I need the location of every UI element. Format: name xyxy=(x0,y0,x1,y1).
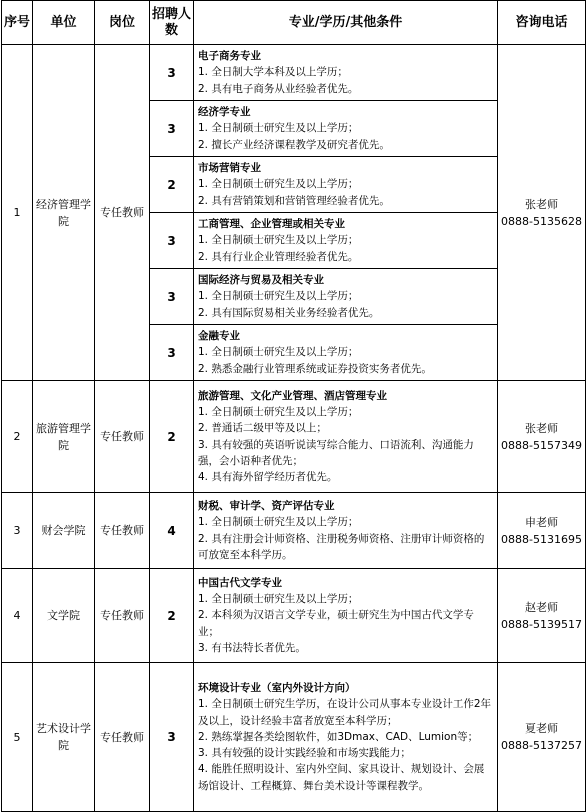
requirement-line: 2. 具有国际贸易相关业务经验者优先。 xyxy=(198,306,380,319)
header-count: 招聘人数 xyxy=(150,1,194,45)
hire-count: 3 xyxy=(150,213,194,269)
requirement-line: 3. 具有较强的设计实践经验和市场实践能力； xyxy=(198,747,411,760)
row-number: 5 xyxy=(2,663,33,812)
unit-cell: 经济管理学院 xyxy=(33,45,95,381)
table-row xyxy=(2,569,586,663)
recruitment-table xyxy=(1,0,586,812)
row-number: 3 xyxy=(2,493,33,569)
conditions-cell xyxy=(194,325,498,381)
hire-count: 3 xyxy=(150,325,194,381)
major-title: 财税、审计学、资产评估专业 xyxy=(198,500,335,513)
contact-phone: 0888-5139517 xyxy=(501,617,582,631)
post-cell: 专任教师 xyxy=(95,493,150,569)
header-no: 序号 xyxy=(2,1,33,45)
requirement-line: 2. 熟练掌握各类绘图软件，如3Dmax、CAD、Lumion等； xyxy=(198,730,479,743)
conditions-cell xyxy=(194,213,498,269)
major-title: 中国古代文学专业 xyxy=(198,576,282,589)
major-title: 环境设计专业（室内外设计方向） xyxy=(198,682,356,695)
contact-phone: 0888-5157349 xyxy=(501,438,582,452)
hire-count: 2 xyxy=(150,157,194,213)
requirement-line: 2. 具有注册会计师资格、注册税务师资格、注册审计师资格的可放宽至本科学历。 xyxy=(198,532,485,561)
contact-phone: 0888-5137257 xyxy=(501,739,582,752)
requirement-line: 4. 能胜任照明设计、室内外空间、家具设计、规划设计、会展场馆设计、工程概算、舞台美术设计等课程教学。 xyxy=(198,763,485,792)
requirement-line: 2. 具有行业企业管理经验者优先。 xyxy=(198,250,359,263)
requirement-line: 3. 具有较强的英语听说读写综合能力、口语流利、沟通能力强，会小语种者优先； xyxy=(198,438,474,467)
requirement-line: 1. 全日制硕士研究生及以上学历； xyxy=(198,346,359,359)
requirement-line: 1. 全日制硕士研究生及以上学历； xyxy=(198,593,359,606)
requirement-line: 1. 全日制硕士研究生及以上学历； xyxy=(198,290,359,303)
major-title: 金融专业 xyxy=(198,330,240,343)
table-row xyxy=(2,663,586,812)
conditions-cell xyxy=(194,101,498,157)
major-title: 市场营销专业 xyxy=(198,162,261,175)
header-post: 岗位 xyxy=(95,1,150,45)
header-unit: 单位 xyxy=(33,1,95,45)
requirement-line: 1. 全日制大学本科及以上学历； xyxy=(198,66,348,79)
conditions-cell xyxy=(194,663,498,812)
conditions-cell xyxy=(194,569,498,663)
contact-name: 夏老师 xyxy=(525,722,558,735)
conditions-cell xyxy=(194,493,498,569)
hire-count: 3 xyxy=(150,45,194,101)
requirement-line: 1. 全日制硕士研究生及以上学历； xyxy=(198,234,359,247)
requirement-line: 2. 熟悉金融行业管理系统或证券投资实务者优先。 xyxy=(198,362,432,375)
row-number: 1 xyxy=(2,45,33,381)
requirement-line: 2. 普通话二级甲等及以上； xyxy=(198,422,327,435)
contact-cell xyxy=(498,493,586,569)
unit-cell: 文学院 xyxy=(33,569,95,663)
table-row xyxy=(2,381,586,493)
requirement-line: 4. 具有海外留学经历者优先。 xyxy=(198,470,338,483)
major-title: 电子商务专业 xyxy=(198,50,261,63)
post-cell: 专任教师 xyxy=(95,45,150,381)
requirement-line: 1. 全日制硕士研究生及以上学历； xyxy=(198,122,359,135)
hire-count: 4 xyxy=(150,493,194,569)
requirement-line: 3. 有书法特长者优先。 xyxy=(198,641,306,654)
unit-cell: 旅游管理学院 xyxy=(33,381,95,493)
contact-cell xyxy=(498,381,586,493)
post-cell: 专任教师 xyxy=(95,569,150,663)
conditions-cell xyxy=(194,45,498,101)
hire-count: 2 xyxy=(150,381,194,493)
requirement-line: 2. 本科须为汉语言文学专业，硕士研究生为中国古代文学专业； xyxy=(198,609,474,638)
contact-name: 张老师 xyxy=(525,421,558,435)
post-cell: 专任教师 xyxy=(95,663,150,812)
contact-cell xyxy=(498,569,586,663)
requirement-line: 2. 具有营销策划和营销管理经验者优先。 xyxy=(198,194,390,207)
contact-name: 赵老师 xyxy=(525,600,558,614)
table-body xyxy=(2,45,586,812)
contact-cell xyxy=(498,45,586,381)
major-title: 经济学专业 xyxy=(198,106,251,119)
row-number: 2 xyxy=(2,381,33,493)
major-title: 国际经济与贸易及相关专业 xyxy=(198,274,324,287)
hire-count: 3 xyxy=(150,101,194,157)
conditions-cell xyxy=(194,269,498,325)
requirement-line: 1. 全日制硕士研究生及以上学历； xyxy=(198,178,359,191)
conditions-cell xyxy=(194,157,498,213)
hire-count: 3 xyxy=(150,269,194,325)
major-title: 旅游管理、文化产业管理、酒店管理专业 xyxy=(198,389,387,402)
hire-count: 3 xyxy=(150,663,194,812)
contact-cell xyxy=(498,663,586,812)
header-contact: 咨询电话 xyxy=(498,1,586,45)
contact-phone: 0888-5131695 xyxy=(501,532,582,546)
unit-cell: 艺术设计学院 xyxy=(33,663,95,812)
table-row xyxy=(2,493,586,569)
unit-cell: 财会学院 xyxy=(33,493,95,569)
contact-phone: 0888-5135628 xyxy=(501,214,582,228)
table-row xyxy=(2,45,586,101)
requirement-line: 2. 擅长产业经济课程教学及研究者优先。 xyxy=(198,138,390,151)
contact-name: 张老师 xyxy=(525,197,558,211)
hire-count: 2 xyxy=(150,569,194,663)
conditions-cell xyxy=(194,381,498,493)
contact-name: 申老师 xyxy=(525,515,558,529)
major-title: 工商管理、企业管理或相关专业 xyxy=(198,218,345,231)
requirement-line: 1. 全日制硕士研究生及以上学历； xyxy=(198,516,359,529)
requirement-line: 2. 具有电子商务从业经验者优先。 xyxy=(198,82,359,95)
requirement-line: 1. 全日制硕士研究生及以上学历； xyxy=(198,406,359,419)
requirement-line: 1. 全日制硕士研究生学历，在设计公司从事本专业设计工作2年及以上，设计经验丰富者放宽至本科学历； xyxy=(198,698,492,727)
post-cell: 专任教师 xyxy=(95,381,150,493)
header-conditions: 专业/学历/其他条件 xyxy=(194,1,498,45)
row-number: 4 xyxy=(2,569,33,663)
